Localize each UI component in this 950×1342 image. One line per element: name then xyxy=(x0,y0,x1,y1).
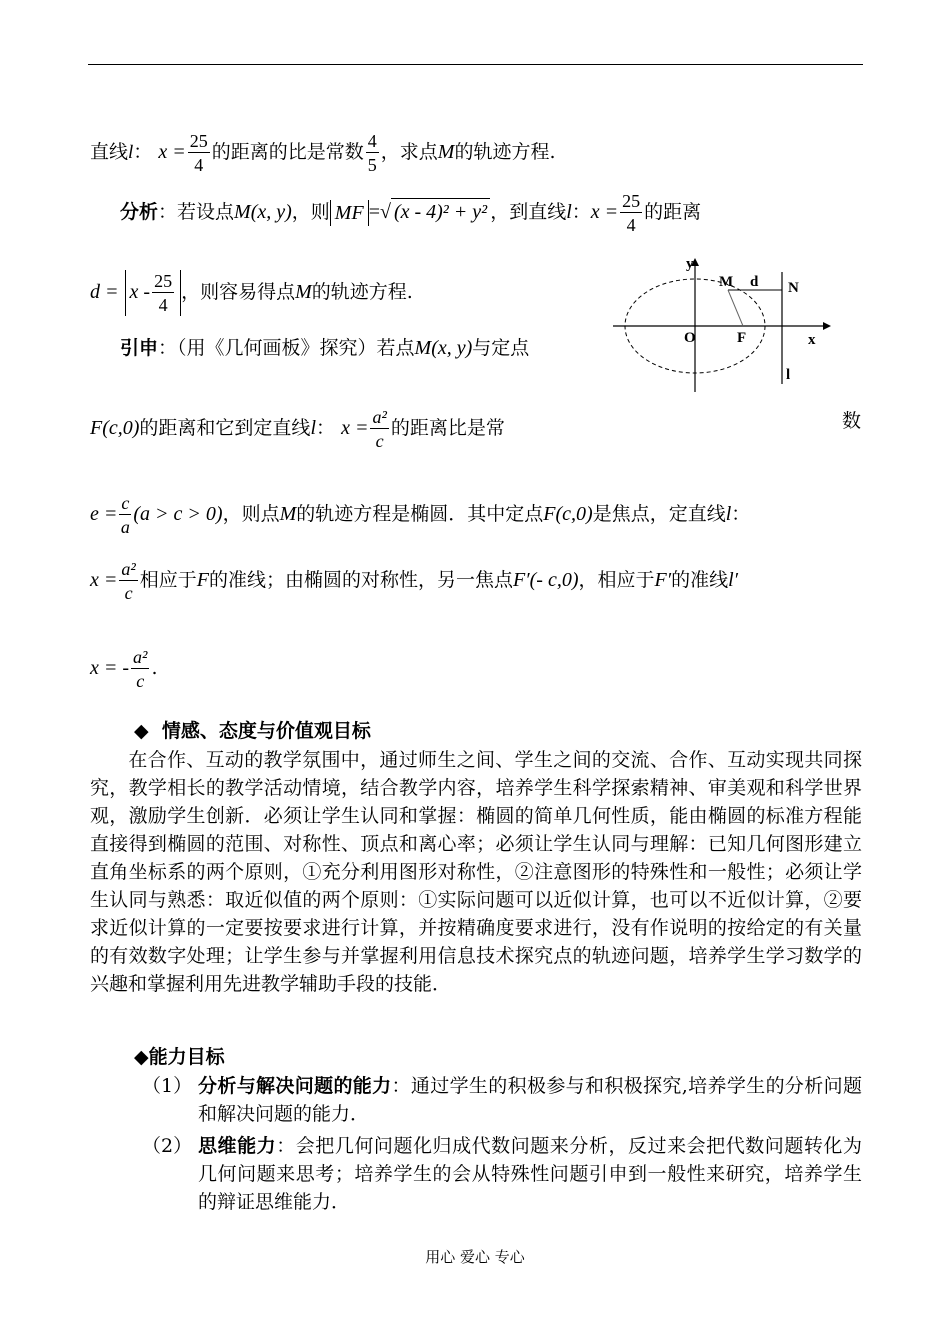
label-F: F xyxy=(737,330,747,346)
denominator: c xyxy=(136,671,145,691)
diamond-bullet-icon: ◆ xyxy=(134,1046,149,1068)
text: x - xyxy=(129,281,151,303)
var-l: l xyxy=(310,417,316,439)
var-l-prime: l′ xyxy=(728,569,739,591)
numerator: a² xyxy=(121,559,136,579)
text: ： xyxy=(571,201,591,223)
text: 的轨迹方程. xyxy=(454,141,556,163)
diamond-bullet-icon: ◆ xyxy=(134,720,149,742)
label-x: x xyxy=(808,332,816,348)
text: 是焦点，定直线 xyxy=(592,503,726,525)
item-text: ：通过学生的积极参与和积极探究,培养学生的分析问题和解决问题的能力． xyxy=(198,1075,862,1125)
numerator: a² xyxy=(372,407,387,427)
label-N: N xyxy=(788,280,799,296)
line-8 xyxy=(90,648,158,690)
fraction-25-4 xyxy=(188,132,210,174)
text: 数 xyxy=(842,410,862,432)
fraction-a2-c xyxy=(131,648,149,690)
line-3 xyxy=(90,270,413,316)
numerator: 25 xyxy=(154,271,173,291)
list-body xyxy=(198,1132,862,1216)
eq-x: x = xyxy=(158,141,186,163)
text: ： xyxy=(316,417,336,439)
item-text: ：会把几何问题化归成代数问题来分析，反过来会把代数问题转化为几何问题来思考；培养学生的会从特殊性问题引申到一般性来研究，培养学生的辩证思维能力． xyxy=(198,1135,862,1213)
section-heading-ability xyxy=(134,1044,225,1070)
eq-x: x = xyxy=(341,417,369,439)
denominator: 5 xyxy=(367,155,377,175)
eq-x: x = xyxy=(90,569,118,591)
ellipse-diagram xyxy=(608,252,838,392)
label-O: O xyxy=(684,330,696,346)
var-M: M xyxy=(234,201,251,223)
segment-mf xyxy=(728,290,743,326)
text: ： xyxy=(133,141,153,163)
text: 的距离比是常 xyxy=(390,417,505,439)
denominator: 4 xyxy=(194,155,204,175)
text: ，相应于 xyxy=(578,569,655,591)
var-M: M xyxy=(437,141,455,163)
denominator: c xyxy=(124,583,133,603)
abs-mf: MF xyxy=(330,200,369,226)
text: 的准线；由椭圆的对称性，另一焦点 xyxy=(209,569,514,591)
text: ：若设点 xyxy=(158,201,235,223)
text: ，到直线 xyxy=(490,201,567,223)
label-analysis: 分析 xyxy=(120,201,159,223)
denominator: c xyxy=(375,431,384,451)
numerator: 25 xyxy=(189,131,208,151)
label-M: M xyxy=(719,274,734,290)
header-rule xyxy=(88,64,863,65)
list-number: （2） xyxy=(142,1135,193,1157)
abs-expression xyxy=(125,270,182,316)
text: 的距离和它到定直线 xyxy=(139,417,311,439)
text: 的距离的比是常数 xyxy=(211,141,364,163)
sqrt-sign: √ xyxy=(379,201,391,223)
point-xy: (x, y) xyxy=(250,201,292,223)
text: 的准线 xyxy=(671,569,729,591)
text: ，则容易得点 xyxy=(181,281,296,303)
paragraph-attitude xyxy=(90,746,862,998)
line-2 xyxy=(120,192,701,234)
text: ，则点 xyxy=(222,503,280,525)
eq-e: e = xyxy=(90,503,118,525)
eq-x: x = xyxy=(590,201,619,223)
fraction-25-4 xyxy=(152,272,174,314)
eq-x: x = - xyxy=(90,657,130,679)
fraction-25-4 xyxy=(620,192,642,234)
line-5 xyxy=(90,408,505,450)
label-extension: 引申 xyxy=(120,337,159,359)
var-M: M xyxy=(279,503,297,525)
var-l: l xyxy=(725,503,732,525)
point-xy: (x, y) xyxy=(431,337,473,359)
item-title: 分析与解决问题的能力 xyxy=(198,1075,392,1097)
text: 与定点 xyxy=(472,337,530,359)
label-y: y xyxy=(686,256,694,272)
line-6 xyxy=(90,494,750,536)
point-c0: (c,0) xyxy=(102,417,140,439)
text: ，求点 xyxy=(380,141,438,163)
list-number: （1） xyxy=(142,1075,193,1097)
eq-d: d = xyxy=(90,281,119,303)
line-4 xyxy=(120,335,529,361)
var-M: M xyxy=(295,281,312,303)
label-l: l xyxy=(786,367,791,383)
line-7 xyxy=(90,560,738,602)
list-body xyxy=(198,1072,862,1128)
section-title: 能力目标 xyxy=(148,1046,225,1068)
numerator: c xyxy=(121,493,130,513)
var-F: F xyxy=(90,417,103,439)
label-d: d xyxy=(750,274,759,290)
item-title: 思维能力 xyxy=(198,1135,277,1157)
denominator: 4 xyxy=(626,215,636,235)
fraction-a2-c xyxy=(370,408,388,450)
var-l: l xyxy=(128,142,134,163)
text: 的轨迹方程是椭圆．其中定点 xyxy=(296,503,544,525)
var-F: F xyxy=(196,569,210,591)
x-axis-arrow xyxy=(823,322,831,330)
sqrt-radicand: (x - 4)² + y² xyxy=(391,198,490,225)
text: . xyxy=(151,657,158,679)
text: ： xyxy=(731,503,751,525)
fraction-4-5 xyxy=(366,132,379,174)
var-l: l xyxy=(566,201,572,223)
fraction-c-a xyxy=(119,494,131,536)
section-heading-attitude xyxy=(134,718,371,744)
page-footer: 用心 爱心 专心 xyxy=(425,1248,525,1266)
var-f-prime: F′ xyxy=(654,569,672,591)
paragraph-text: 在合作、互动的教学氛围中，通过师生之间、学生之间的交流、合作、互动实现共同探究，教学相长的教学活动情境，结合教学内容，培养学生科学探索精神、审美观和科学世界观，激励学生创新．必须让学生认同和掌握：椭圆的简单几何性质，能由椭圆的标准方程能直接得到椭圆的范围、对称性、顶点和离心率；必须让学生认同与理解：已知几何图形建立直角坐标系的两个原则，①充分利用图形对称性，②注意图形的特殊性和一般性；必须让学生认同与熟悉：取近似值的两个原则：①实际问题可以近似计算，也可以不近似计算，②要求近似计算的一定要按要求进行计算，并按精确度要求进行，没有作说明的按给定的有关量的有效数字处理；让学生参与并掌握利用信息技术探究点的轨迹问题，培养学生学习数学的兴趣和掌握利用先进教学辅助手段的技能． xyxy=(90,749,862,995)
var-M: M xyxy=(414,337,432,359)
text: 直线 xyxy=(90,141,129,163)
text: 的距离 xyxy=(644,201,702,223)
numerator: 25 xyxy=(622,191,641,211)
text: 相应于 xyxy=(139,569,197,591)
eq: = xyxy=(368,201,380,223)
text: ，则 xyxy=(291,201,330,223)
fraction-a2-c xyxy=(119,560,137,602)
var-F: F xyxy=(543,503,556,525)
line-1 xyxy=(90,132,555,174)
point-c0: (c,0) xyxy=(555,503,593,525)
section-title: 情感、态度与价值观目标 xyxy=(161,720,371,742)
point-f-prime: F′(- c,0) xyxy=(513,569,579,591)
text: 的轨迹方程. xyxy=(311,281,413,303)
numerator: a² xyxy=(133,647,148,667)
text: ：（用《几何画板》探究）若点 xyxy=(158,337,415,359)
condition: (a > c > 0) xyxy=(133,503,223,525)
denominator: a xyxy=(120,517,130,537)
numerator: 4 xyxy=(367,131,377,151)
denominator: 4 xyxy=(158,295,168,315)
